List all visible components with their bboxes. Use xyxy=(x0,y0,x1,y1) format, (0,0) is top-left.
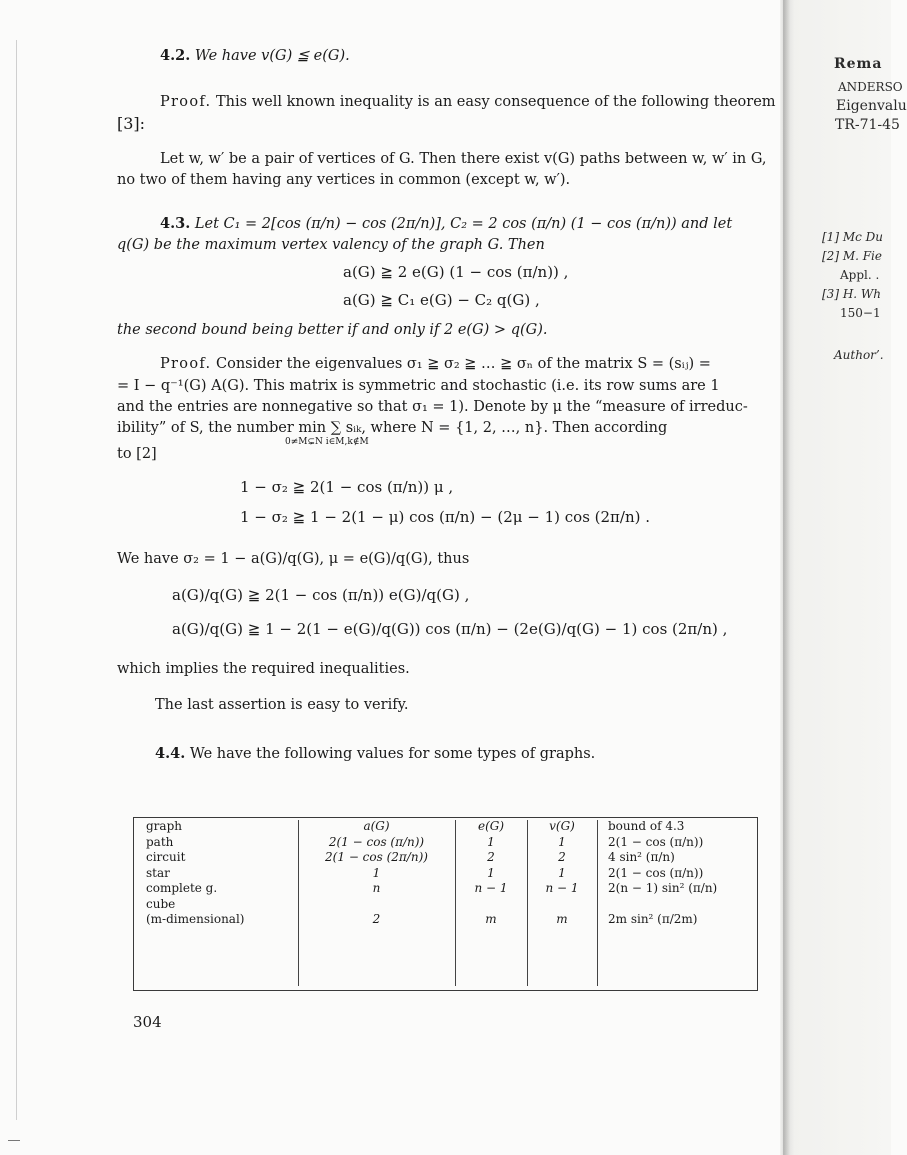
table-cell: 1 xyxy=(558,834,566,849)
table-cell: 4 sin² (π/n) xyxy=(608,850,675,864)
proof-4-3-line-1 xyxy=(160,355,711,373)
proof-4-2-line-2: [3]: xyxy=(117,114,146,133)
table-column-e xyxy=(457,819,525,928)
table-cell: 2(1 − cos (2π/n)) xyxy=(325,850,428,864)
table-cell: 2(1 − cos (π/n)) xyxy=(328,834,425,849)
table-cell: m xyxy=(485,912,497,926)
proof-label: Proof. xyxy=(160,356,212,372)
table-cell xyxy=(300,897,453,913)
table-cell: 1 xyxy=(372,865,381,880)
equation-1: a(G) ≧ 2 e(G) (1 − cos (π/n)) , xyxy=(343,263,569,281)
table-column-graph xyxy=(146,819,296,928)
section-4-3-line-2: q(G) be the maximum vertex valency of the graph G. Then xyxy=(117,237,545,253)
section-statement: We have v(G) ≦ e(G). xyxy=(194,48,350,64)
table-cell: star xyxy=(146,865,170,880)
proof-text: Consider the eigenvalues σ₁ ≧ σ₂ ≧ … ≧ σₙ of the matrix S = (sᵢⱼ) = xyxy=(216,356,711,372)
adjacent-heading: Rema xyxy=(834,56,883,72)
table-divider xyxy=(455,820,456,986)
theorem-line-1: Let w, w′ be a pair of vertices of G. Then there exist v(G) paths between w, w′ in G, xyxy=(160,151,767,167)
adjacent-page-strip xyxy=(780,0,907,1155)
adjacent-ref-line: Eigenvalu xyxy=(836,98,907,114)
adjacent-bib-item: 150−1 xyxy=(840,306,881,320)
table-cell: graph xyxy=(146,819,182,833)
adjacent-bib-item: [3] H. Wh xyxy=(822,287,881,301)
table-cell: circuit xyxy=(146,850,186,864)
adjacent-bib-item: Appl. . xyxy=(840,268,880,282)
inequality-2: 1 − σ₂ ≧ 1 − 2(1 − μ) cos (π/n) − (2μ − 1) cos (2π/n) . xyxy=(240,508,651,526)
table-cell: 1 xyxy=(487,834,495,849)
table-divider xyxy=(597,820,598,986)
proof-4-3-line-5: to [2] xyxy=(117,446,157,462)
proof-4-2-line-1 xyxy=(160,93,776,111)
proof-4-3-line-7: which implies the required inequalities. xyxy=(117,661,410,677)
table-cell: 2 xyxy=(558,850,566,864)
section-heading: 4.2. xyxy=(160,47,191,64)
table-cell: (m-dimensional) xyxy=(146,912,245,926)
proof-4-3-line-2: = I − q⁻¹(G) A(G). This matrix is symmetric and stochastic (i.e. its row sums are 1 xyxy=(117,378,720,394)
inequality-1: 1 − σ₂ ≧ 2(1 − cos (π/n)) μ , xyxy=(240,478,454,496)
table-divider xyxy=(527,820,528,986)
table-divider xyxy=(298,820,299,986)
inequality-4: a(G)/q(G) ≧ 1 − 2(1 − e(G)/q(G)) cos (π/n) − (2e(G)/q(G) − 1) cos (2π/n) , xyxy=(172,620,728,638)
table-column-bound xyxy=(608,819,753,928)
inequality-3: a(G)/q(G) ≧ 2(1 − cos (π/n)) e(G)/q(G) , xyxy=(172,586,470,604)
table-cell: 2(n − 1) sin² (π/n) xyxy=(608,881,718,895)
table-cell: n xyxy=(372,881,381,895)
adjacent-bib-item: [2] M. Fie xyxy=(822,249,882,263)
table-cell: n − 1 xyxy=(545,881,579,895)
adjacent-ref-line: TR-71-45 xyxy=(835,117,900,133)
equation-2: a(G) ≧ C₁ e(G) − C₂ q(G) , xyxy=(343,291,540,309)
table-cell: 2(1 − cos (π/n)) xyxy=(608,865,704,880)
table-column-a xyxy=(300,819,453,928)
table-cell: 2 xyxy=(372,912,381,926)
section-heading: 4.3. xyxy=(160,215,191,232)
table-cell: path xyxy=(146,834,174,849)
section-4-2 xyxy=(160,47,350,65)
proof-4-3-line-4: ibility” of S, the number min ∑ sᵢₖ, where N = {1, 2, …, n}. Then according xyxy=(117,420,668,436)
table-cell: 2(1 − cos (π/n)) xyxy=(608,834,704,849)
table-cell xyxy=(608,897,753,913)
section-text: Let C₁ = 2[cos (π/n) − cos (2π/n)], C₂ = 2 cos (π/n) (1 − cos (π/n)) and let xyxy=(194,216,733,232)
section-4-3-line-1 xyxy=(160,215,732,233)
table-cell: a(G) xyxy=(363,819,390,833)
adjacent-bib-item: [1] Mc Du xyxy=(822,230,883,244)
adjacent-ref-line: ANDERSO xyxy=(838,80,903,94)
table-cell: v(G) xyxy=(549,819,575,833)
table-cell: cube xyxy=(146,896,176,911)
proof-label: Proof. xyxy=(160,94,212,110)
theorem-line-2: no two of them having any vertices in common (except w, w′). xyxy=(117,172,571,188)
section-heading: 4.4. xyxy=(155,745,186,762)
table-cell: 2m sin² (π/2m) xyxy=(608,912,698,926)
section-4-3-line-3: the second bound being better if and only if 2 e(G) > q(G). xyxy=(117,322,548,338)
proof-text: This well known inequality is an easy consequence of the following theorem xyxy=(216,94,776,110)
page-fold-shadow xyxy=(783,0,795,1155)
table-column-v xyxy=(529,819,595,928)
adjacent-author: Author’. xyxy=(834,348,884,362)
table-cell: bound of 4.3 xyxy=(608,819,685,833)
page-number: 304 xyxy=(133,1013,162,1031)
table-cell: 1 xyxy=(558,865,566,880)
section-text: We have the following values for some types of graphs. xyxy=(189,746,596,762)
table-cell xyxy=(529,897,595,913)
table-cell: m xyxy=(556,912,568,926)
section-4-4 xyxy=(155,745,595,763)
table-cell: e(G) xyxy=(477,819,505,833)
proof-4-3-line-3: and the entries are nonnegative so that σ₁ = 1). Denote by μ the “measure of irreduc- xyxy=(117,399,748,415)
table-cell: 1 xyxy=(487,865,495,880)
proof-4-3-line-6: We have σ₂ = 1 − a(G)/q(G), μ = e(G)/q(G), thus xyxy=(117,551,470,567)
scan-mark xyxy=(8,1140,20,1141)
sum-subscript: 0≠M⊊N i∈M,k∉M xyxy=(285,437,369,447)
table-cell: n − 1 xyxy=(474,881,508,895)
proof-4-3-line-8: The last assertion is easy to verify. xyxy=(155,697,409,713)
table-cell: complete g. xyxy=(146,881,218,895)
table-cell: 2 xyxy=(487,850,495,864)
table-cell xyxy=(457,897,525,913)
